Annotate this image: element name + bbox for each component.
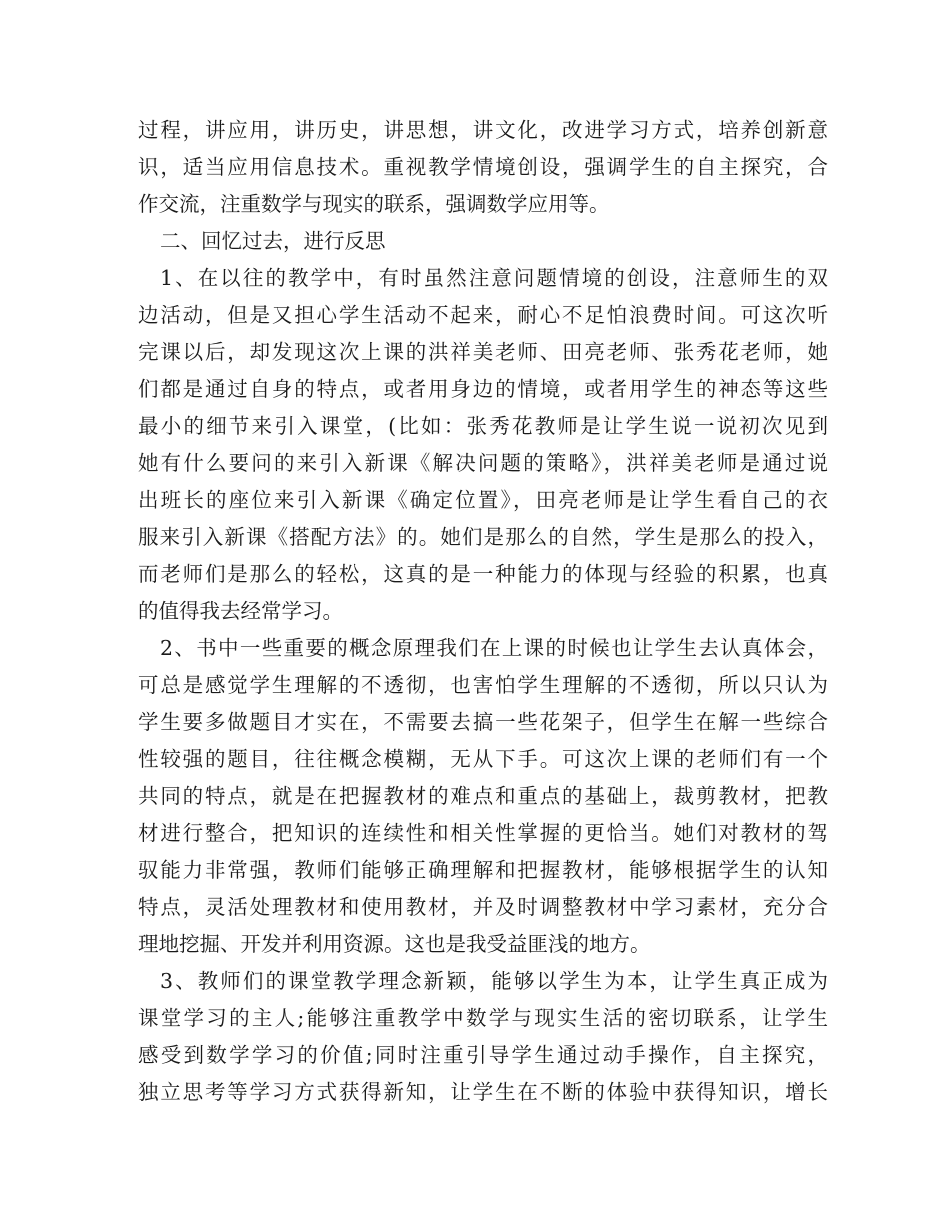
text-line: 们都是通过自身的特点，或者用身边的情境，或者用学生的神态等这些 xyxy=(138,377,828,401)
text-line: 1、在以往的教学中，有时虽然注意问题情境的创设，注意师生的双 xyxy=(160,266,828,290)
text-line: 二、回忆过去，进行反思 xyxy=(160,229,386,253)
paragraph-point-3 xyxy=(138,963,828,1111)
text-line: 材进行整合，把知识的连续性和相关性掌握的更恰当。她们对教材的驾 xyxy=(138,821,828,845)
text-line: 2、书中一些重要的概念原理我们在上课的时候也让学生去认真体会， xyxy=(160,636,828,660)
paragraph-point-1 xyxy=(138,260,828,630)
text-line: 驭能力非常强，教师们能够正确理解和把握教材，能够根据学生的认知 xyxy=(138,858,828,882)
text-line: 出班长的座位来引入新课《确定位置》，田亮老师是让学生看自己的衣 xyxy=(138,488,828,512)
text-line: 理地挖掘、开发并利用资源。这也是我受益匪浅的地方。 xyxy=(138,932,651,956)
text-line: 学生要多做题目才实在，不需要去搞一些花架子，但学生在解一些综合 xyxy=(138,710,828,734)
paragraph-point-2 xyxy=(138,630,828,963)
document-body xyxy=(138,112,828,1111)
paragraph-intro-continued xyxy=(138,112,828,223)
text-line: 过程，讲应用，讲历史，讲思想，讲文化，改进学习方式，培养创新意 xyxy=(138,118,828,142)
text-line: 她有什么要问的来引入新课《解决问题的策略》，洪祥美老师是通过说 xyxy=(138,451,828,475)
text-line: 特点，灵活处理教材和使用教材，并及时调整教材中学习素材，充分合 xyxy=(138,895,828,919)
text-line: 的值得我去经常学习。 xyxy=(138,599,343,623)
text-line: 感受到数学学习的价值;同时注重引导学生通过动手操作，自主探究， xyxy=(138,1043,828,1067)
text-line: 最小的细节来引入课堂，(比如：张秀花教师是让学生说一说初次见到 xyxy=(138,414,828,438)
text-line: 性较强的题目，往往概念模糊，无从下手。可这次上课的老师们有一个 xyxy=(138,747,828,771)
text-line: 边活动，但是又担心学生活动不起来，耐心不足怕浪费时间。可这次听 xyxy=(138,303,828,327)
text-line: 独立思考等学习方式获得新知，让学生在不断的体验中获得知识，增长 xyxy=(138,1080,828,1104)
text-line: 可总是感觉学生理解的不透彻，也害怕学生理解的不透彻，所以只认为 xyxy=(138,673,828,697)
text-line: 作交流，注重数学与现实的联系，强调数学应用等。 xyxy=(138,192,610,216)
text-line: 课堂学习的主人;能够注重教学中数学与现实生活的密切联系，让学生 xyxy=(138,1006,828,1030)
text-line: 3、教师们的课堂教学理念新颖，能够以学生为本，让学生真正成为 xyxy=(160,969,828,993)
text-line: 识，适当应用信息技术。重视教学情境创设，强调学生的自主探究，合 xyxy=(138,155,828,179)
text-line: 服来引入新课《搭配方法》的。她们是那么的自然，学生是那么的投入， xyxy=(138,525,828,549)
paragraph-section-heading-2 xyxy=(138,223,828,260)
text-line: 共同的特点，就是在把握教材的难点和重点的基础上，裁剪教材，把教 xyxy=(138,784,828,808)
text-line: 而老师们是那么的轻松，这真的是一种能力的体现与经验的积累，也真 xyxy=(138,562,828,586)
text-line: 完课以后，却发现这次上课的洪祥美老师、田亮老师、张秀花老师，她 xyxy=(138,340,828,364)
